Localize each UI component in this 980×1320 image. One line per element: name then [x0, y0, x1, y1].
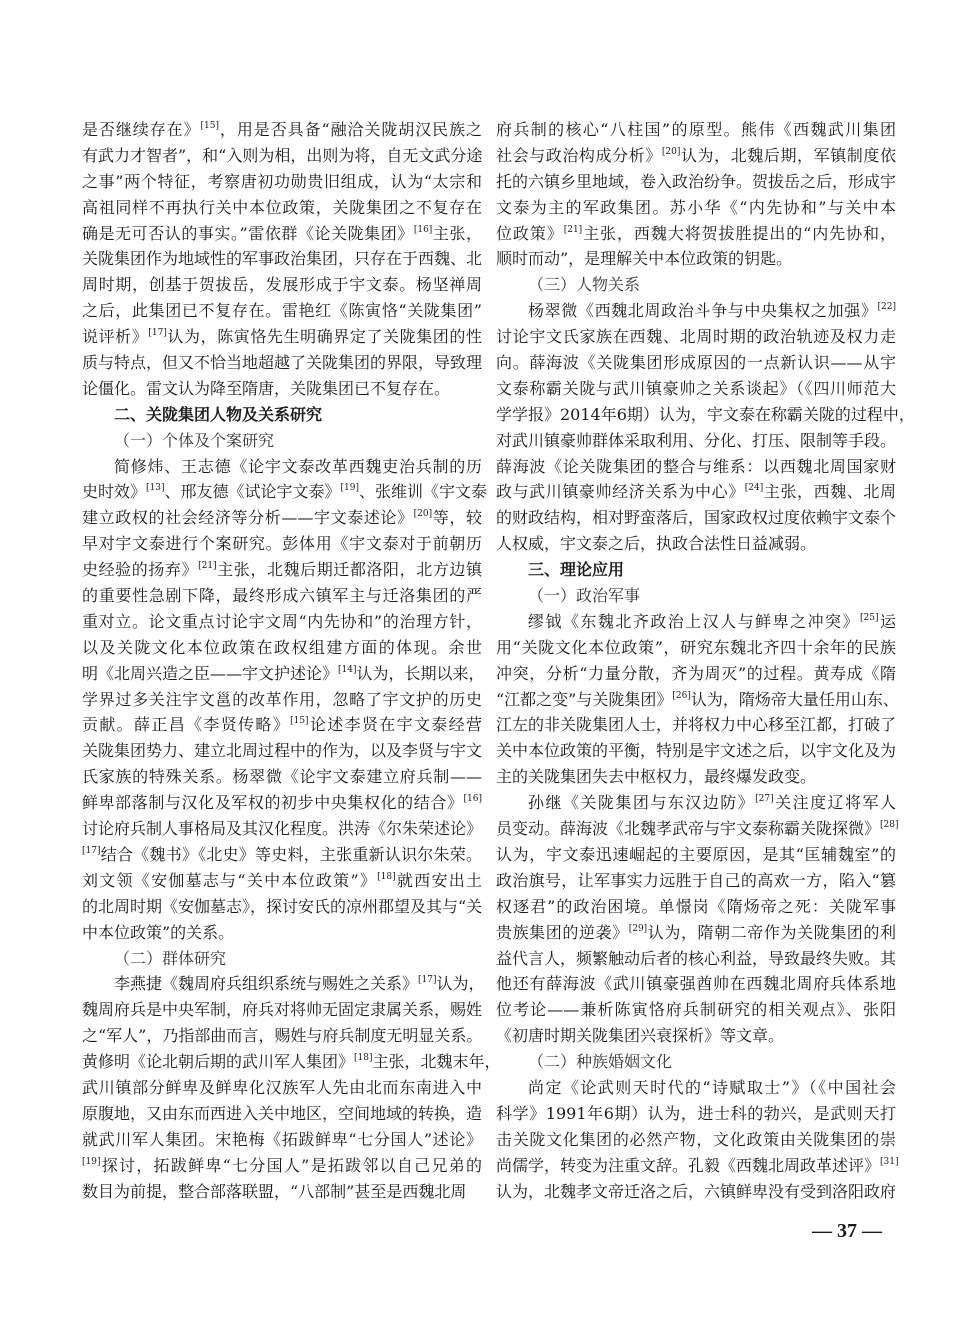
paragraph-line: [82, 1179, 482, 1205]
paragraph-line: [496, 298, 896, 324]
line-text: 周时期，创基于贺拔岳，发展形成于宇文泰。杨坚禅周: [82, 275, 482, 295]
paragraph-line: [496, 816, 899, 842]
line-text: 认为，隋炀帝大量任用山东、: [690, 689, 899, 709]
line-text: 确是无可否认的事实。”雷依群《论关陇集团》: [82, 223, 414, 243]
line-text: 氏家族的特殊关系。杨翠微《论宇文泰建立府兵制——: [82, 767, 482, 787]
paragraph-line: [82, 687, 482, 713]
paragraph-line: [82, 997, 482, 1023]
line-text: 关陇集团作为地域性的军事政治集团，只存在于西魏、北: [82, 249, 483, 269]
citation-ref: [19]: [82, 1156, 101, 1167]
line-text: 、张维训《宇文泰: [359, 482, 488, 502]
line-text: 认为，长期以来，: [356, 663, 485, 683]
line-text: 主张，西魏、北周: [763, 482, 896, 502]
paragraph-line: [496, 454, 896, 480]
paragraph-line: [82, 376, 482, 402]
paragraph-line: [496, 1153, 899, 1179]
line-text: 的财政结构，相对野蛮落后，国家政权过度依赖宇文泰个: [496, 508, 897, 528]
paragraph-line: [82, 479, 488, 505]
citation-ref: [13]: [146, 483, 165, 494]
line-text: 认为，北魏孝文帝迁洛之后，六镇鲜卑没有受到洛阳政府: [496, 1181, 897, 1201]
paragraph-line: [496, 117, 896, 143]
paragraph-line: [496, 997, 896, 1023]
line-text: 史经验的扬弃》: [82, 560, 199, 580]
paragraph-line: [82, 868, 482, 894]
paragraph-line: [82, 246, 482, 272]
paragraph-line: [496, 971, 896, 997]
paragraph-line: [496, 712, 896, 738]
line-text: 史时效》: [82, 482, 147, 502]
paragraph-line: [82, 1101, 482, 1127]
section-heading: 二、关陇集团人物及关系研究: [114, 404, 323, 424]
paragraph-line: [82, 635, 482, 661]
paragraph-line: [496, 505, 896, 531]
line-text: 贡献。薛正昌《李贤传略》: [82, 715, 291, 735]
line-text: 用“关陇文化本位政策”，研究东魏北齐四十余年的民族: [496, 637, 896, 657]
left-column: [82, 117, 501, 1204]
line-text: 讨论宇文氏家族在西魏、北周时期的政治轨迹及权力走: [496, 327, 896, 347]
line-text: 江左的非关陇集团人士，并将权力中心移至江都，打破了: [496, 715, 897, 735]
line-text: “江都之变”与关陇集团》: [496, 689, 673, 709]
line-text: 中本位政策”的关系。: [82, 922, 235, 942]
citation-ref: [20]: [413, 509, 433, 520]
subsection-heading: （二）群体研究: [114, 948, 227, 968]
line-text: 认为，: [436, 974, 485, 994]
line-text: 就西安出土: [395, 870, 482, 890]
line-text: 结合《魏书》《北史》等史料，主张重新认识尔朱荣。: [100, 844, 482, 864]
line-text: 的北周时期《安伽墓志》，探讨安氏的凉州郡望及其与“关: [82, 896, 483, 916]
paragraph-line: [82, 1075, 482, 1101]
paragraph-line: [82, 816, 482, 842]
line-text: 学界过多关注宇文邕的改革作用，忽略了宇文护的历史: [82, 689, 482, 709]
paragraph-line: [496, 531, 896, 557]
line-text: 政与武川镇豪帅经济关系为中心》: [496, 482, 745, 502]
line-text: 文泰为主的军政集团。苏小华《“内先协和”与关中本: [496, 197, 896, 217]
line-text: 主张，北魏末年，: [372, 1052, 501, 1072]
line-text: ，用是否具备“融洽关陇胡汉民族之: [218, 120, 482, 139]
paragraph-line: [82, 454, 482, 480]
citation-ref: [21]: [198, 561, 217, 572]
line-text: 说评析》: [82, 327, 149, 347]
paragraph-line: [82, 221, 482, 247]
line-text: 托的六镇乡里地域，卷入政治纷争。贺拔岳之后，形成宇: [496, 171, 897, 191]
line-text: 府兵制的核心“八柱国”的原型。熊伟《西魏武川集团: [496, 120, 896, 139]
paragraph-line: [496, 609, 896, 635]
line-text: 黄修明《论北朝后期的武川军人集团》: [82, 1052, 355, 1072]
line-text: 主张，北魏后期迁都洛阳，北方边镇: [216, 560, 482, 580]
paragraph-line: [496, 635, 896, 661]
line-text: 学学报》2014年6期）认为，宇文泰在称霸关陇的过程中，: [496, 404, 915, 424]
line-text: 认为，北魏后期，军镇制度依: [680, 145, 896, 165]
line-text: 对武川镇豪帅群体采取利用、分化、打压、限制等手段。: [496, 430, 897, 450]
line-text: 之事”两个特征，考察唐初功勋贵旧组成，认为“太宗和: [82, 171, 482, 191]
line-text: 击关陇文化集团的必然产物，文化政策由关陇集团的崇: [496, 1129, 896, 1149]
paragraph-line: [82, 531, 482, 557]
citation-ref: [22]: [877, 302, 896, 313]
citation-ref: [17]: [82, 845, 101, 856]
paragraph-line: [496, 687, 899, 713]
paragraph-line: [496, 246, 896, 272]
paragraph-line: [82, 1023, 482, 1049]
line-text: 的重要性急剧下降，最终形成六镇军主与迁洛集团的严: [82, 586, 482, 606]
paragraph-line: [82, 143, 482, 169]
paragraph-line: [496, 894, 896, 920]
line-text: 、邢友德《试论宇文泰》: [164, 482, 341, 502]
paragraph-line: [82, 971, 485, 997]
line-text: 认为，陈寅恪先生明确界定了关陇集团的性: [166, 327, 482, 347]
subsection-heading: （三）人物关系: [528, 275, 641, 295]
paragraph-line: [82, 272, 482, 298]
line-text: 重对立。论文重点讨论宇文周“内先协和”的治理方针，: [82, 611, 482, 631]
citation-ref: [18]: [377, 871, 396, 882]
paragraph-line: [82, 920, 482, 946]
paragraph-line: [496, 661, 896, 687]
line-text: 位政策》: [496, 223, 564, 243]
paragraph-line: [496, 1179, 896, 1205]
citation-ref: [25]: [860, 612, 879, 623]
line-text: 尚定《论武则天时代的“诗赋取士”》（《中国社会: [528, 1077, 896, 1097]
subsection-heading: （二）种族婚姻文化: [528, 1052, 673, 1072]
paragraph-line: [82, 609, 482, 635]
line-text: 杨翠微《西魏北周政治斗争与中央集权之加强》: [528, 301, 878, 321]
line-text: 探讨，拓跋鲜卑“七分国人”是拓跋邻以自己兄弟的: [100, 1155, 482, 1175]
paragraph-line: [496, 868, 896, 894]
right-column: [496, 117, 915, 1204]
paragraph-line: [496, 350, 896, 376]
line-text: 之“军人”，乃指部曲而言，赐姓与府兵制度无明显关系。: [82, 1026, 483, 1046]
paragraph-line: [82, 1153, 482, 1179]
paragraph-line: [496, 402, 915, 428]
paragraph-line: [82, 117, 482, 143]
line-text: 认为，隋朝二帝作为关陇集团的利: [647, 922, 896, 942]
line-text: 顺时而动”，是理解关中本位政策的钥匙。: [496, 249, 793, 269]
line-text: 之后，此集团已不复存在。雷艳红《陈寅恪“关陇集团”: [82, 301, 482, 321]
paragraph-line: [496, 195, 896, 221]
paragraph-line: [496, 946, 896, 972]
section-heading: 三、理论应用: [528, 560, 625, 580]
line-text: 高祖同样不再执行关中本位政策，关陇集团之不复存在: [82, 197, 482, 217]
line-text: 质与特点，但又不恰当地超越了关陇集团的界限，导致理: [82, 353, 483, 373]
citation-ref: [20]: [661, 146, 681, 157]
line-text: 益代言人，频繁触动后者的核心利益，导致最终失败。其: [496, 948, 897, 968]
line-text: 李燕捷《魏周府兵组织系统与赐姓之关系》: [114, 974, 419, 994]
paragraph-line: [496, 479, 896, 505]
subsection-heading: （一）政治军事: [528, 586, 641, 606]
line-text: 《初唐时期关陇集团兴衰探析》等文章。: [496, 1026, 785, 1046]
paragraph-line: [82, 1049, 501, 1075]
citation-ref: [17]: [148, 328, 167, 339]
line-text: 关陇集团势力、建立北周过程中的作为，以及李贤与宇文: [82, 741, 483, 761]
line-text: 讨论府兵制人事格局及其汉化程度。洪涛《尔朱荣述论》: [82, 819, 483, 839]
line-text: 向。薛海波《关陇集团形成原因的一点新认识——从宇: [496, 353, 896, 373]
paragraph-line: [82, 712, 482, 738]
paragraph-line: [82, 350, 482, 376]
line-text: 缪钺《东魏北齐政治上汉人与鲜卑之冲突》: [528, 611, 861, 631]
citation-ref: [19]: [340, 483, 359, 494]
citation-ref: [29]: [628, 923, 648, 934]
line-text: 以及关陇文化本位政策在政权组建方面的体现。余世: [82, 637, 482, 657]
paragraph-line: [82, 764, 482, 790]
line-text: 文泰称霸关陇与武川镇豪帅之关系谈起》（《四川师范大: [496, 378, 896, 398]
paragraph-line: [496, 428, 896, 454]
paragraph-line: [496, 143, 896, 169]
paragraph-line: [496, 1127, 896, 1153]
line-text: 明《北周兴造之臣——宇文护述论》: [82, 663, 339, 683]
line-text: 社会与政治构成分析》: [496, 145, 662, 165]
paragraph-line: [496, 324, 896, 350]
line-text: 魏周府兵是中央军制，府兵对将帅无固定隶属关系，赐姓: [82, 1000, 483, 1020]
paragraph-line: [82, 195, 482, 221]
paragraph-line: [82, 842, 482, 868]
line-text: 就武川军人集团。宋艳梅《拓跋鲜卑“七分国人”述论》: [82, 1129, 482, 1149]
paragraph-line: [496, 1101, 896, 1127]
paragraph-line: [496, 764, 896, 790]
paragraph-line: [496, 1023, 896, 1049]
paragraph-line: [82, 169, 482, 195]
line-text: 等，较: [432, 508, 482, 528]
paragraph-line: [82, 557, 482, 583]
line-text: 武川镇部分鲜卑及鲜卑化汉族军人先由北而东南进入中: [82, 1077, 482, 1097]
line-text: 冲突，分析“力量分散，齐为周灭”的过程。黄寿成《隋: [496, 663, 896, 683]
line-text: 权逐君”的政治困境。单憬岗《隋炀帝之死：关陇军事: [496, 896, 896, 916]
line-text: 建立政权的社会经济等分析——宇文泰述论》: [82, 508, 414, 528]
citation-ref: [16]: [413, 224, 433, 235]
paragraph-line: [496, 1075, 896, 1101]
paragraph-line: [496, 790, 896, 816]
paragraph-line: [496, 738, 896, 764]
line-text: 员变动。薛海波《北魏孝武帝与宇文泰称霸关陇探微》: [496, 819, 881, 839]
line-text: 主的关陇集团失去中枢权力，最终爆发政变。: [496, 767, 817, 787]
line-text: 有武力才智者”，和“入则为相，出则为将，自无文武分途: [82, 145, 483, 165]
citation-ref: [18]: [354, 1053, 373, 1064]
line-text: 孙继《关陇集团与东汉边防》: [528, 793, 756, 813]
line-text: 主张，西魏大将贺拔胜提出的“内先协和，: [582, 223, 896, 243]
line-text: 论僵化。雷文认为降至隋唐，关陇集团已不复存在。: [82, 378, 451, 398]
line-text: 关注度辽将军人: [773, 793, 896, 813]
line-text: 鲜卑部落制与汉化及军权的初步中央集权化的结合》: [82, 793, 464, 813]
subsection-heading: （一）个体及个案研究: [114, 430, 275, 450]
line-text: 位考论——兼析陈寅恪府兵制研究的相关观点》、张阳: [496, 1000, 896, 1020]
line-text: 贵族集团的逆袭》: [496, 922, 629, 942]
line-text: 运: [878, 611, 896, 631]
paragraph-line: [496, 842, 896, 868]
line-text: 薛海波《论关陇集团的整合与维系：以西魏北周国家财: [496, 456, 896, 476]
line-text: 认为，宇文泰迅速崛起的主要原因，是其“匡辅魏室”的: [496, 844, 896, 864]
citation-ref: [24]: [744, 483, 764, 494]
citation-ref: [27]: [755, 794, 774, 805]
paragraph-line: [82, 894, 482, 920]
line-text: 他还有薛海波《武川镇豪强酋帅在西魏北周府兵体系地: [496, 974, 896, 994]
citation-ref: [21]: [563, 224, 583, 235]
line-text: 简修炜、王志德《论宇文泰改革西魏吏治兵制的历: [114, 456, 482, 476]
line-text: 论述李贤在宇文泰经营: [308, 715, 482, 735]
citation-ref: [14]: [338, 664, 357, 675]
paragraph-line: [82, 505, 482, 531]
paragraph-line: [496, 920, 896, 946]
paragraph-line: [82, 661, 485, 687]
citation-ref: [15]: [290, 716, 309, 727]
citation-ref: [28]: [880, 820, 899, 831]
line-text: 是否继续存在》: [82, 120, 201, 139]
paragraph-line: [82, 1127, 482, 1153]
page-number: — 37 —: [812, 1220, 882, 1242]
line-text: 政治旗号，让军事实力远胜于自己的高欢一方，陷入“篡: [496, 870, 896, 890]
paragraph-line: [496, 169, 896, 195]
line-text: 关中本位政策的平衡，特别是宇文述之后，以宇文化及为: [496, 741, 897, 761]
paragraph-line: [82, 298, 482, 324]
line-text: 早对宇文泰进行个案研究。彭体用《宇文泰对于前朝历: [82, 534, 482, 554]
line-text: 科学》1991年6期）认为，进士科的勃兴，是武则天打: [496, 1103, 896, 1123]
paragraph-line: [82, 583, 482, 609]
line-text: 人权威，宇文泰之后，执政合法性日益减弱。: [496, 534, 817, 554]
paragraph-line: [82, 324, 482, 350]
citation-ref: [17]: [418, 975, 437, 986]
paragraph-line: [82, 790, 482, 816]
line-text: 原腹地，又由东而西进入关中地区，空间地域的转换，造: [82, 1103, 483, 1123]
line-text: 主张，: [432, 223, 482, 243]
line-text: 尚儒学，转变为注重文辞。孔毅《西魏北周政革述评》: [496, 1155, 881, 1175]
citation-ref: [16]: [463, 794, 482, 805]
citation-ref: [31]: [880, 1156, 899, 1167]
line-text: 数目为前提，整合部落联盟，“八部制”甚至是西魏北周: [82, 1181, 467, 1201]
citation-ref: [26]: [672, 690, 691, 701]
paragraph-line: [82, 738, 482, 764]
paragraph-line: [496, 376, 896, 402]
paragraph-line: [496, 221, 896, 247]
citation-ref: [15]: [200, 121, 219, 131]
line-text: 刘文领《安伽墓志与“关中本位政策”》: [82, 870, 378, 890]
